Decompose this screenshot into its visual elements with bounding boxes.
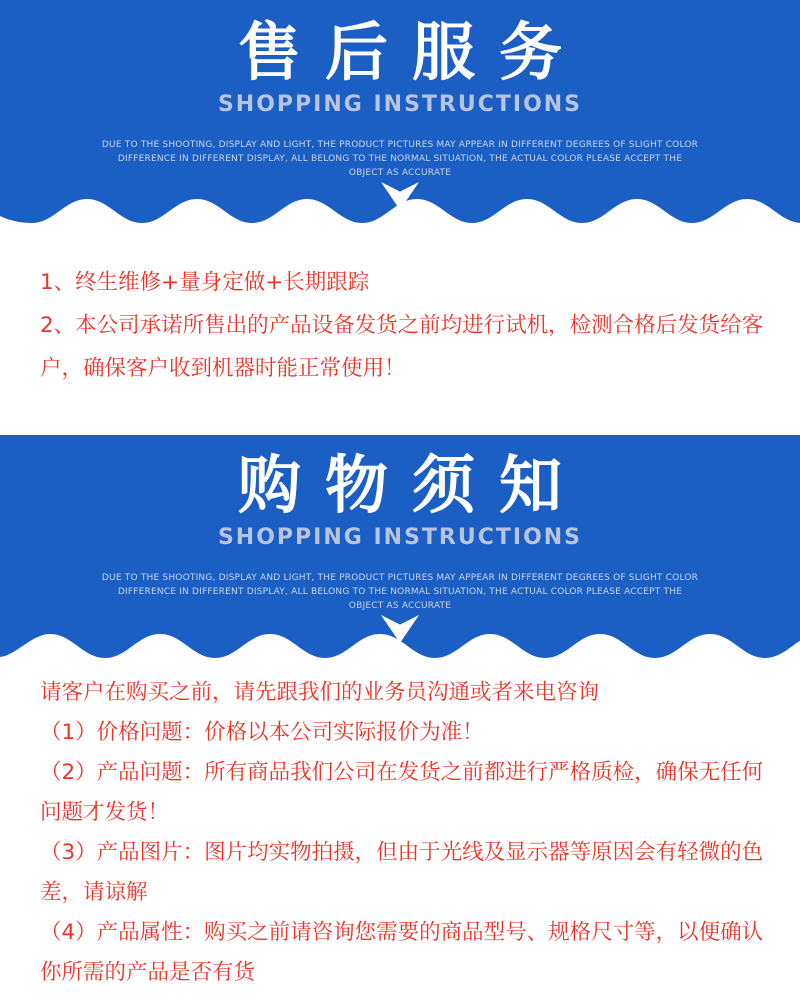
wave-edge [0, 196, 800, 225]
shopping-instructions-subtitle: SHOPPING INSTRUCTIONS [217, 525, 583, 550]
after-sales-list [0, 225, 800, 435]
shopping-notice-item: （4）产品属性：购买之前请咨询您需要的商品型号、规格尺寸等，以便确认你所需的产品是否有货 [40, 920, 764, 985]
after-sales-item: 1、终生维修+量身定做+长期跟踪 [40, 270, 370, 295]
after-sales-subtitle: SHOPPING INSTRUCTIONS [217, 92, 583, 117]
after-sales-banner [0, 0, 800, 225]
after-sales-disclaimer: DUE TO THE SHOOTING, DISPLAY AND LIGHT, THE PRODUCT PICTURES MAY APPEAR IN DIFFERENT DEGREES OF SLIGHT COLOR DIFFERENCE IN DIFFERENT DISPLAY, ALL BELONG TO THE NORMAL SITUATION, THE ACTUAL COLOR PLEASE ACCEPT THE OBJECT AS ACCURATE [101, 140, 699, 178]
shopping-notice-intro: 请客户在购买之前，请先跟我们的业务员沟通或者来电咨询 [40, 680, 600, 705]
wave-edge [0, 631, 800, 660]
shopping-instructions-banner [0, 435, 800, 660]
shopping-notice-item: （1）价格问题：价格以本公司实际报价为准！ [40, 720, 484, 745]
shopping-instructions-disclaimer: DUE TO THE SHOOTING, DISPLAY AND LIGHT, THE PRODUCT PICTURES MAY APPEAR IN DIFFERENT DEGREES OF SLIGHT COLOR DIFFERENCE IN DIFFERENT DISPLAY, ALL BELONG TO THE NORMAL SITUATION, THE ACTUAL COLOR PLEASE ACCEPT THE OBJECT AS ACCURATE [101, 573, 699, 611]
shopping-instructions-title: 购物须知 [238, 449, 586, 522]
shopping-notice-item: （2）产品问题：所有商品我们公司在发货之前都进行严格质检，确保无任何问题才发货！ [40, 760, 764, 825]
after-sales-title: 售后服务 [238, 16, 586, 89]
shopping-notice-list [0, 660, 800, 1000]
shopping-notice-item: （3）产品图片：图片均实物拍摄，但由于光线及显示器等原因会有轻微的色差，请谅解 [40, 840, 764, 905]
after-sales-item: 2、本公司承诺所售出的产品设备发货之前均进行试机，检测合格后发货给客户，确保客户收到机器时能正常使用！ [40, 313, 764, 381]
